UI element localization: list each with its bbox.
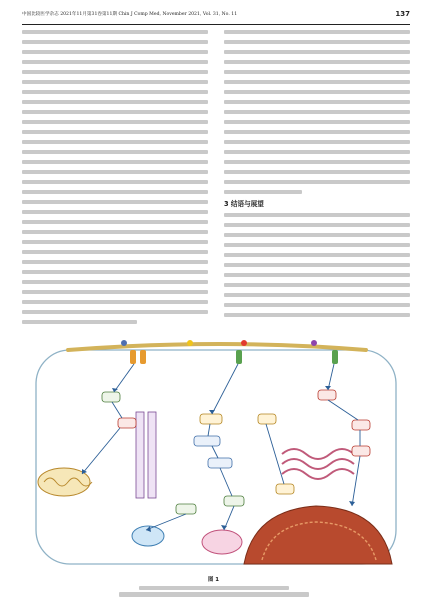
text-line — [22, 170, 208, 174]
left-body — [22, 30, 208, 324]
text-line — [22, 130, 208, 134]
text-line — [224, 273, 410, 277]
right-column — [224, 30, 410, 323]
text-line — [224, 233, 410, 237]
text-line — [224, 170, 410, 174]
text-line — [224, 293, 410, 297]
text-line — [22, 60, 208, 64]
journal-header: 中国比较医学杂志 2021年11月第31卷第11期 Chin J Comp Med, November 2021, Vol. 31, No. 11 — [22, 12, 238, 17]
text-line — [224, 100, 410, 104]
text-line — [22, 120, 208, 124]
text-line — [22, 180, 208, 184]
text-line — [224, 223, 410, 227]
caption-line — [139, 586, 289, 590]
text-line — [224, 110, 410, 114]
page-number: 137 — [395, 10, 410, 18]
text-line — [22, 50, 208, 54]
text-line — [224, 60, 410, 64]
text-line — [224, 283, 410, 287]
text-line — [224, 120, 410, 124]
text-line — [22, 190, 208, 194]
text-line — [22, 100, 208, 104]
caption-label: 图 1 — [207, 577, 220, 583]
right-body-1 — [224, 30, 410, 194]
text-line — [224, 180, 410, 184]
figure-diagram — [22, 334, 408, 572]
text-line — [224, 303, 410, 307]
right-body-2 — [224, 213, 410, 317]
figure-caption — [0, 577, 427, 599]
text-line — [22, 140, 208, 144]
text-line — [22, 220, 208, 224]
text-line — [22, 260, 208, 264]
text-line — [22, 30, 208, 34]
text-line — [22, 150, 208, 154]
text-line — [22, 320, 137, 324]
text-line — [224, 213, 410, 217]
text-line — [224, 150, 410, 154]
text-line — [224, 90, 410, 94]
text-line — [22, 110, 208, 114]
text-line — [22, 270, 208, 274]
text-line — [224, 160, 410, 164]
text-line — [224, 313, 410, 317]
text-line — [22, 210, 208, 214]
text-line — [22, 80, 208, 84]
text-line — [22, 240, 208, 244]
text-line — [224, 40, 410, 44]
text-line — [22, 90, 208, 94]
text-line — [22, 200, 208, 204]
section-heading: 3 结语与展望 — [224, 199, 264, 208]
text-line — [224, 80, 410, 84]
pathway-diagram — [22, 334, 408, 572]
running-header — [22, 12, 410, 18]
text-line — [224, 30, 410, 34]
autophagosome — [202, 530, 242, 554]
text-line — [22, 300, 208, 304]
header-rule — [22, 24, 410, 25]
left-column — [22, 30, 208, 330]
text-line — [224, 50, 410, 54]
text-line — [22, 70, 208, 74]
text-line — [22, 310, 208, 314]
text-line — [22, 160, 208, 164]
text-line — [224, 190, 302, 194]
text-line — [22, 230, 208, 234]
text-line — [224, 253, 410, 257]
caption-line — [119, 592, 309, 596]
text-line — [224, 243, 410, 247]
text-line — [224, 70, 410, 74]
text-line — [22, 250, 208, 254]
text-line — [22, 290, 208, 294]
text-line — [224, 130, 410, 134]
text-line — [22, 280, 208, 284]
text-line — [224, 263, 410, 267]
text-line — [224, 140, 410, 144]
text-line — [22, 40, 208, 44]
